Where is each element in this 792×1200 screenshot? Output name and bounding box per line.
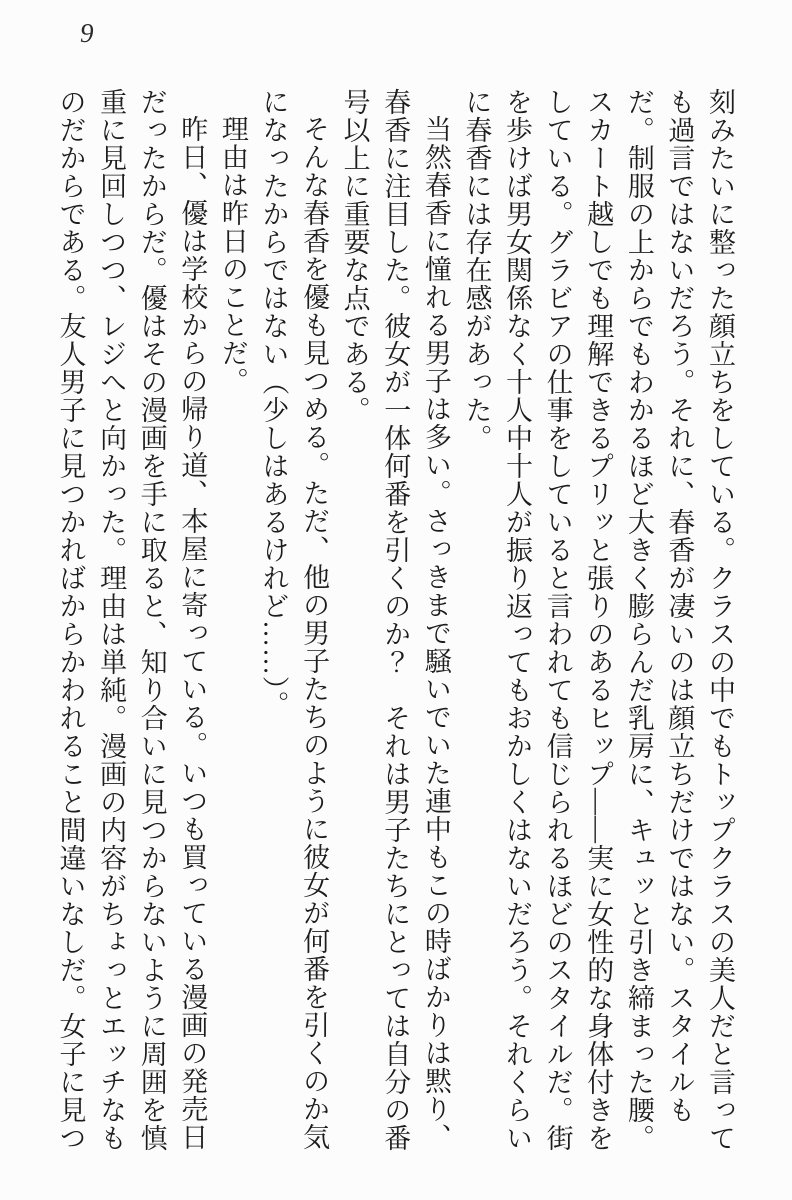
page-number: 9 <box>80 18 94 48</box>
paragraph: そんな春香を優も見つめる。ただ、他の男子たちのように彼女が何番を引くのか気になったからではない（少しはあるけれど……）。 <box>258 88 330 1151</box>
paragraph: 当然春香に憧れる男子は多い。さっきまで騒いでいた連中もこの時ばかりは黙り、春香に注目した。彼女が一体何番を引くのか？ それは男子たちにとっては自分の番号以上に重要な点である。 <box>339 88 451 1152</box>
text-block <box>50 88 740 1152</box>
paragraph: 刻みたいに整った顔立ちをしている。クラスの中でもトップクラスの美人だと言っても過言ではないだろう。それに、春香が凄いのは顔立ちだけではない。スタイルもだ。制服の上からでもわかるほど大きく膨らんだ乳房に、キュッと引き締まった腰。スカート越しでも理解できるプリッと張りのあるヒップ――実に女性的な身体付きをしている。グラビアの仕事をしていると言われても信じられるほどのスタイルだ。街を歩けば男女関係なく十人中十人が振り返ってもおかしくはないだろう。それくらいに春香には存在感があった。 <box>461 88 735 1152</box>
paragraph: 理由は昨日のことだ。 <box>217 115 248 395</box>
paragraph: 昨日、優は学校からの帰り道、本屋に寄っている。いつも買っている漫画の発売日だったからだ。優はその漫画を手に取ると、知り合いに見つからないように周囲を慎重に見回しつつ、レジへと向かった。理由は単純。漫画の内容がちょっとエッチなものだからである。友人男子に見つかればからかわれること間違いなしだ。女子に見つ <box>55 88 208 1152</box>
